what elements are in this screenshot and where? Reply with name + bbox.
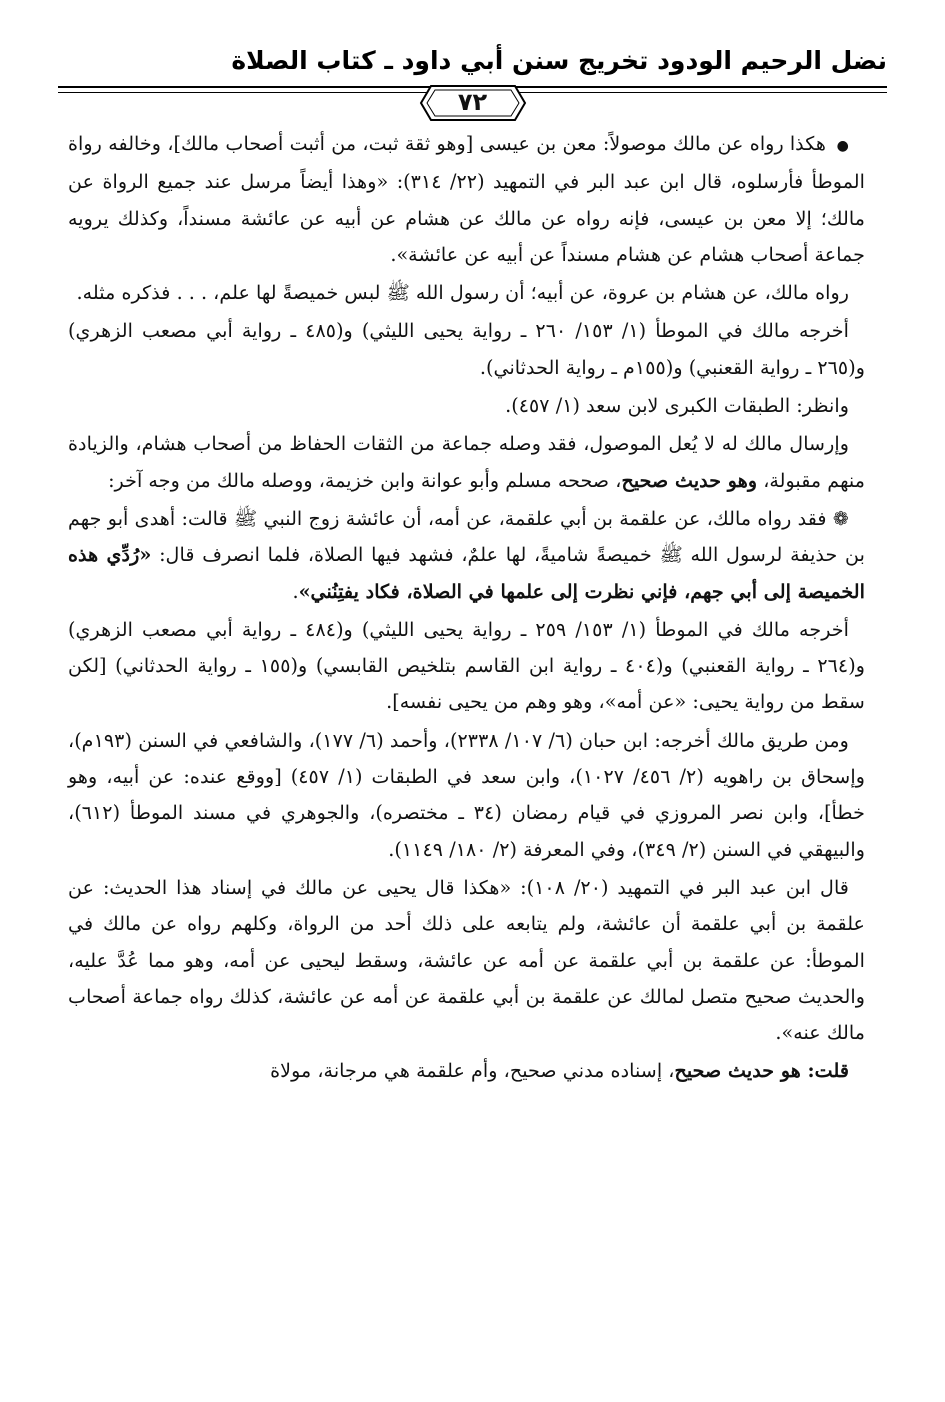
bold-text: قلت: (800, 1059, 849, 1083)
page-number: ٧٢ (457, 88, 488, 116)
paragraph (68, 1053, 865, 1089)
paragraph-text: ومن طريق مالك أخرجه: ابن حبان (٦/ ١٠٧/ ٢٣٣٨)، وأحمد (٦/ ١٧٧)، والشافعي في السنن (١٩٣م)، وإسحاق بن راهويه (٢/ ٤٥٦/ ١٠٢٧)، وابن سعد في الطبقات (١/ ٤٥٧) [ووقع عنده: عن أبيه، وهو خطأ]، وابن نصر المروزي في قيام رمضان (٣٤ ـ مختصره)، والجوهري في مسند الموطأ (٦١٢)، والبيهقي في السنن (٢/ ٣٤٩)، وفي المعرفة (٢/ ١٨٠/ ١١٤٩). (68, 728, 865, 861)
bold-text: هو حديث صحيح (674, 1059, 801, 1083)
paragraph (68, 388, 865, 424)
paragraph (68, 723, 865, 868)
paragraph (68, 612, 865, 721)
running-header (58, 40, 887, 116)
paragraph (68, 501, 865, 610)
paragraph (68, 126, 865, 273)
paragraph-text: رواه مالك، عن هشام بن عروة، عن أبيه؛ أن رسول الله ﷺ لبس خميصةً لها علم، . . . فذكره مثله. (76, 281, 849, 305)
paragraph-text: هكذا رواه عن مالك موصولاً: معن بن عيسى [وهو ثقة ثبت، من أثبت أصحاب مالك]، وخالفه رواة الموطأ فأرسلوه، قال ابن عبد البر في التمهيد (٢٢/ ٣١٤): «وهذا أيضاً مرسل عند جميع الرواة عن مالك؛ إلا معن بن عيسى، فإنه رواه عن مالك عن هشام عن أبيه عن عائشة مسنداً، وكذلك يرويه جماعة أصحاب هشام عن هشام مسنداً عن أبيه عن عائشة». (68, 132, 865, 266)
paragraph-text: وإرسال مالك له لا يُعل الموصول، فقد وصله جماعة من الثقات الحفاظ من أصحاب هشام، والزيادة منهم مقبولة، (68, 432, 865, 492)
paragraph-text: وانظر: الطبقات الكبرى لابن سعد (١/ ٤٥٧). (505, 394, 849, 418)
paragraph-text: أخرجه مالك في الموطأ (١/ ١٥٣/ ٢٥٩ ـ رواية يحيى الليثي) و(٤٨٤ ـ رواية أبي مصعب الزهري) و(٢٦٤ ـ رواية القعنبي) و(٤٠٤ ـ رواية ابن القاسم بتلخيص القابسي) و(١٥٥ ـ رواية الحدثاني) [لكن سقط من رواية يحيى: «عن أمه»، وهو وهم من يحيى نفسه]. (68, 617, 865, 714)
paragraph-text: ❁ فقد رواه مالك، عن علقمة بن أبي علقمة، عن أمه، أن عائشة زوج النبي ﷺ قالت: أهدى أبو جهم بن حذيفة لرسول الله ﷺ خميصةً شاميةً، لها علمٌ، فشهد فيها الصلاة، فلما انصرف قال: (68, 506, 865, 567)
paragraph-text: ، إسناده مدني صحيح، وأم علقمة هي مرجانة، مولاة (270, 1059, 675, 1083)
paragraph (68, 426, 865, 499)
bold-text: «رُدِّي هذه الخميصة إلى أبي جهم، فإني نظرت إلى علمها في الصلاة، فكاد يفتِنُني» (68, 543, 865, 603)
bullet-icon: ● (831, 138, 849, 154)
paragraph (68, 275, 865, 311)
paragraph (68, 870, 865, 1051)
body-text (68, 126, 865, 1092)
header-title: نضل الرحيم الودود تخريج سنن أبي داود ـ كتاب الصلاة (231, 46, 887, 75)
paragraph-text: . (292, 579, 299, 603)
bold-text: وهو حديث صحيح (621, 468, 758, 492)
paragraph-text: ، صححه مسلم وأبو عوانة وابن خزيمة، ووصله مالك من وجه آخر: (108, 468, 622, 492)
page-number-badge (419, 84, 527, 122)
paragraph-text: قال ابن عبد البر في التمهيد (٢٠/ ١٠٨): «هكذا قال يحيى عن مالك في إسناد هذا الحديث: عن علقمة بن أبي علقمة أن عائشة، ولم يتابعه على ذلك أحد من الرواة، وكلهم رواه عن مالك في الموطأ: عن علقمة بن أبي علقمة عن أمه عن عائشة، وسقط ليحيى عن أمه، وهو مما عُدَّ عليه، والحديث صحيح متصل لمالك عن علقمة بن أبي علقمة عن أمه عن عائشة، كذلك رواه جماعة أصحاب مالك عنه». (68, 875, 865, 1045)
paragraph (68, 313, 865, 386)
paragraph-text: أخرجه مالك في الموطأ (١/ ١٥٣/ ٢٦٠ ـ رواية يحيى الليثي) و(٤٨٥ ـ رواية أبي مصعب الزهري) و(٢٦٥ ـ رواية القعنبي) و(١٥٥م ـ رواية الحدثاني). (68, 319, 865, 379)
